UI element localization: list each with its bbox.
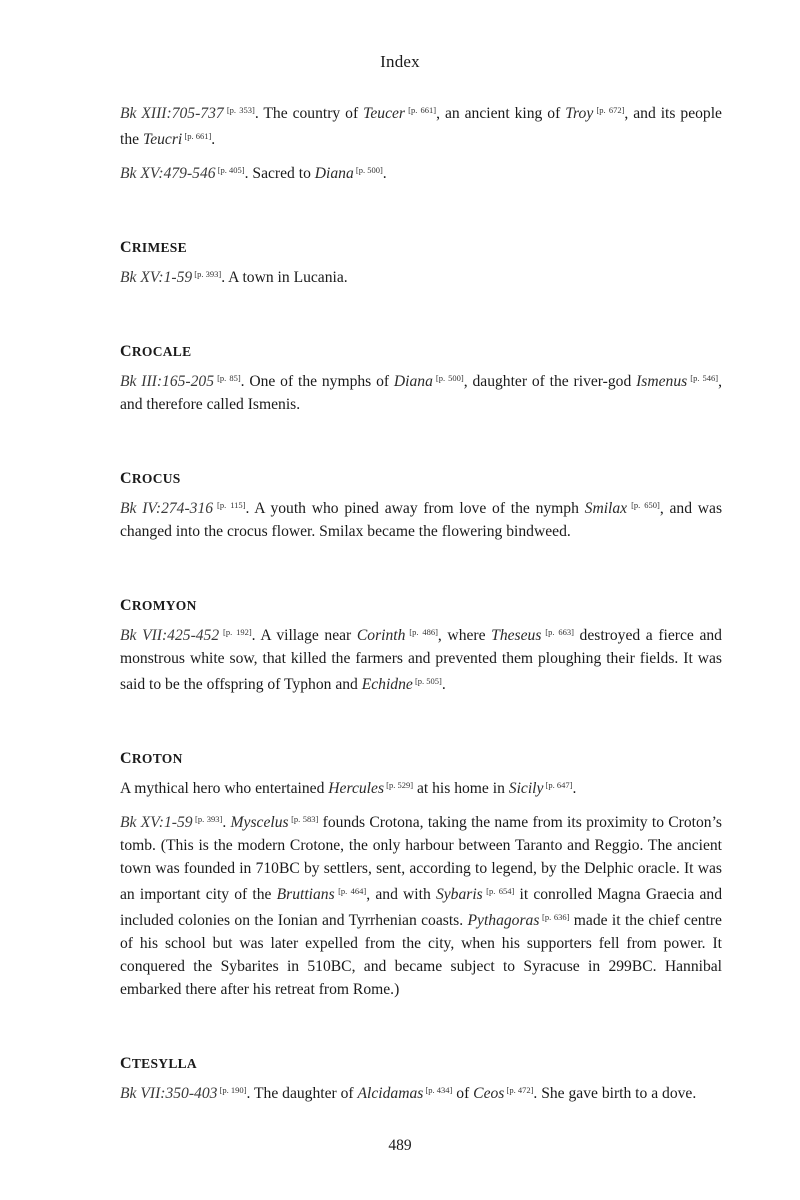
page-reference[interactable]: [p. 546] — [687, 373, 719, 383]
entry-text: , and with — [366, 886, 436, 903]
index-entry — [120, 1052, 722, 1105]
book-reference-link[interactable]: Bk XV:1-59 — [120, 814, 193, 831]
cross-reference-name[interactable]: Myscelus — [230, 814, 289, 831]
page-reference[interactable]: [p. 393] — [192, 269, 222, 279]
heading-initial: C — [120, 1055, 132, 1072]
entry-paragraph — [120, 494, 722, 543]
entry-heading — [120, 340, 722, 363]
book-reference-link[interactable]: Bk XV:479-546 — [120, 165, 216, 182]
entry-heading — [120, 467, 722, 490]
entry-text: . She gave birth to a dove. — [533, 1085, 697, 1102]
page-reference[interactable]: [p. 647] — [543, 780, 573, 790]
entry-text: , and its people the — [120, 105, 722, 148]
entry-text: destroyed a fierce and monstrous white sow, that killed the farmers and prevented them ploughing their fields. It was said to be the offspring of Typhon and — [120, 627, 722, 693]
page-reference[interactable]: [p. 500] — [432, 373, 464, 383]
entry-heading — [120, 594, 722, 617]
entry-text: it conrolled Magna Graecia and included colonies on the Ionian and Tyrrhenian coasts. — [120, 886, 723, 929]
page-reference[interactable]: [p. 654] — [482, 886, 515, 896]
entry-text: . — [572, 780, 577, 797]
entry-heading — [120, 236, 722, 259]
entry-text: . The country of — [254, 105, 364, 122]
book-reference-link[interactable]: Bk III:165-205 — [120, 373, 215, 390]
cross-reference-name[interactable]: Bruttians — [276, 886, 335, 903]
page-reference[interactable]: [p. 405] — [215, 165, 245, 175]
book-reference-link[interactable]: Bk XIII:705-737 — [120, 105, 224, 122]
cross-reference-name[interactable]: Ceos — [473, 1085, 505, 1102]
cross-reference-name[interactable]: Troy — [565, 105, 594, 122]
entry-paragraph — [120, 808, 722, 1001]
entry-text: . The daughter of — [246, 1085, 358, 1102]
entry-text: . — [382, 165, 387, 182]
entry-text: . — [211, 131, 216, 148]
entry-text: founds Crotona, taking the name from its proximity to Croton’s tomb. (This is the modern Crotone, the only harbour between Taranto and Reggio. The ancient town was founded in 710BC by settlers, sent, according to legend, by the Delphic oracle. It was an important city of the — [120, 814, 722, 903]
entry-text: , and was changed into the crocus flower. Smilax became the flowering bindweed. — [120, 500, 723, 540]
book-reference-link[interactable]: Bk VII:350-403 — [120, 1085, 218, 1102]
heading-initial: C — [120, 597, 132, 614]
cross-reference-name[interactable]: Diana — [393, 373, 433, 390]
page-header-title: Index — [380, 52, 420, 71]
entry-paragraph — [120, 774, 722, 800]
heading-initial: C — [120, 470, 132, 487]
page-reference[interactable]: [p. 192] — [219, 627, 252, 637]
cross-reference-name[interactable]: Smilax — [584, 500, 628, 517]
page-reference[interactable]: [p. 583] — [288, 814, 319, 824]
entry-text: at his home in — [413, 780, 509, 797]
entry-text: A mythical hero who entertained — [120, 780, 329, 797]
entry-text: . Sacred to — [244, 165, 315, 182]
index-entry — [120, 594, 722, 696]
index-entry — [120, 236, 722, 289]
entry-text: of — [452, 1085, 474, 1102]
page-reference[interactable]: [p. 505] — [412, 676, 442, 686]
page-reference[interactable]: [p. 472] — [504, 1085, 534, 1095]
entry-text: . One of the nymphs of — [240, 373, 394, 390]
heading-initial: C — [120, 750, 132, 767]
entry-text: made it the chief centre of his school but was later expelled from the city, when his supporters fell from power. It conquered the Sybarites in 510BC, and became subject to Syracuse in 299BC. Hannibal embarked there after his retreat from Rome.) — [120, 912, 722, 998]
cross-reference-name[interactable]: Sicily — [508, 780, 544, 797]
cross-reference-name[interactable]: Pythagoras — [467, 912, 540, 929]
page-reference[interactable]: [p. 85] — [214, 373, 241, 383]
cross-reference-name[interactable]: Echidne — [361, 676, 413, 693]
entry-paragraph — [120, 263, 722, 289]
book-reference-link[interactable]: Bk XV:1-59 — [120, 269, 193, 286]
book-reference-link[interactable]: Bk VII:425-452 — [120, 627, 220, 644]
page-reference[interactable]: [p. 672] — [593, 105, 625, 115]
heading-rest: RIMESE — [131, 240, 187, 255]
cross-reference-name[interactable]: Hercules — [328, 780, 385, 797]
page-reference[interactable]: [p. 190] — [217, 1085, 247, 1095]
entry-paragraph — [120, 367, 722, 416]
entry-text: . — [441, 676, 446, 693]
cross-reference-name[interactable]: Sybaris — [435, 886, 483, 903]
cross-reference-name[interactable]: Ismenus — [636, 373, 688, 390]
entry-text: , daughter of the river-god — [463, 373, 637, 390]
entry-text: , and therefore called Ismenis. — [120, 373, 722, 413]
entry-text: . — [222, 814, 231, 831]
page-reference[interactable]: [p. 486] — [405, 627, 438, 637]
heading-rest: ROCUS — [131, 471, 181, 486]
entry-heading — [120, 747, 722, 770]
heading-initial: C — [120, 239, 132, 256]
book-reference-link[interactable]: Bk IV:274-316 — [120, 500, 214, 517]
cross-reference-name[interactable]: Teucri — [142, 131, 183, 148]
entry-text: , where — [437, 627, 492, 644]
heading-rest: ROCALE — [131, 344, 192, 359]
entry-paragraph — [120, 99, 722, 151]
index-entry — [120, 99, 722, 185]
entry-paragraph — [120, 1079, 722, 1105]
index-content — [120, 99, 722, 1113]
heading-initial: C — [120, 343, 132, 360]
cross-reference-name[interactable]: Alcidamas — [357, 1085, 424, 1102]
page-reference[interactable]: [p. 661] — [182, 131, 212, 141]
page-reference[interactable]: [p. 500] — [353, 165, 383, 175]
page-reference[interactable]: [p. 393] — [192, 814, 223, 824]
cross-reference-name[interactable]: Diana — [314, 165, 354, 182]
page-reference[interactable]: [p. 636] — [539, 912, 570, 922]
entry-text: , an ancient king of — [436, 105, 566, 122]
heading-rest: TESYLLA — [131, 1056, 197, 1071]
index-entry — [120, 467, 722, 543]
page-reference[interactable]: [p. 353] — [223, 105, 255, 115]
entry-paragraph — [120, 159, 722, 185]
entry-heading — [120, 1052, 722, 1075]
page-reference[interactable]: [p. 115] — [213, 500, 246, 510]
entry-text: . A town in Lucania. — [221, 269, 348, 286]
cross-reference-name[interactable]: Theseus — [491, 627, 542, 644]
cross-reference-name[interactable]: Corinth — [356, 627, 406, 644]
page-reference[interactable]: [p. 464] — [334, 886, 367, 896]
page-reference[interactable]: [p. 650] — [627, 500, 660, 510]
index-entry — [120, 747, 722, 1001]
heading-rest: ROTON — [131, 751, 183, 766]
page-reference[interactable]: [p. 434] — [423, 1085, 453, 1095]
index-entry — [120, 340, 722, 416]
cross-reference-name[interactable]: Teucer — [363, 105, 405, 122]
page-reference[interactable]: [p. 663] — [541, 627, 574, 637]
page-number: 489 — [388, 1137, 412, 1154]
page-reference[interactable]: [p. 529] — [384, 780, 414, 790]
entry-paragraph — [120, 621, 722, 696]
entry-text: . A village near — [251, 627, 357, 644]
entry-text: . A youth who pined away from love of the nymph — [245, 500, 585, 517]
heading-rest: ROMYON — [131, 598, 197, 613]
page-reference[interactable]: [p. 661] — [404, 105, 437, 115]
